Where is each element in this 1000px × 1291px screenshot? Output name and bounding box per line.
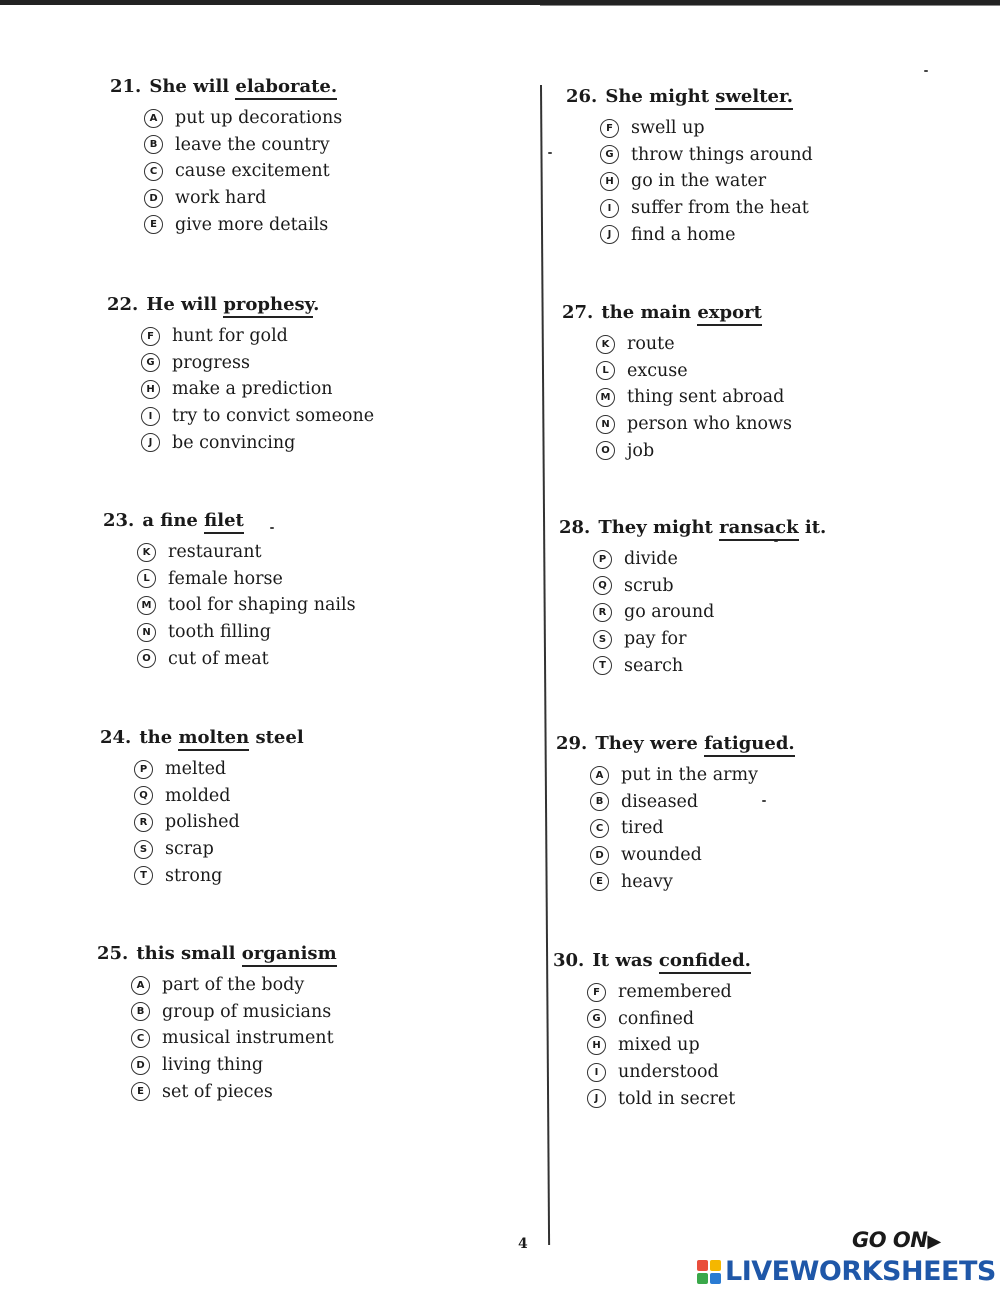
option-text: wounded [621,845,702,866]
answer-option[interactable] [590,815,976,842]
target-word: molten [178,727,249,751]
answer-bubble[interactable]: P [134,760,153,779]
question-23 [103,510,523,672]
answer-bubble[interactable]: G [600,145,619,164]
option-text: strong [165,865,223,886]
answer-option[interactable] [600,115,986,142]
question-prompt [562,302,982,323]
answer-options [556,762,976,895]
prompt-text: the [139,727,179,748]
answer-bubble[interactable]: I [587,1063,606,1082]
option-text: work hard [175,188,267,209]
answer-option[interactable] [134,783,520,810]
answer-bubble[interactable]: B [590,792,609,811]
answer-bubble[interactable]: T [593,656,612,675]
prompt-text: It was [592,950,659,971]
answer-bubble[interactable]: K [137,543,156,562]
answer-bubble[interactable]: B [131,1002,150,1021]
answer-option[interactable] [596,437,982,464]
answer-option[interactable] [134,756,520,783]
question-prompt [566,86,986,107]
answer-options [103,539,523,672]
answer-bubble[interactable]: D [144,189,163,208]
brand-square [710,1273,721,1284]
answer-option[interactable] [144,105,530,132]
question-24 [100,727,520,889]
option-text: excuse [627,360,688,381]
prompt-text: . [313,294,320,315]
answer-bubble[interactable]: D [590,846,609,865]
question-21 [110,76,530,238]
answer-options [559,546,979,679]
answer-option[interactable] [587,979,973,1006]
question-number: 22. [107,294,139,315]
answer-option[interactable] [596,384,982,411]
answer-bubble[interactable]: S [134,840,153,859]
answer-options [100,756,520,889]
answer-option[interactable] [593,626,979,653]
option-text: give more details [175,214,329,235]
answer-bubble[interactable]: S [593,630,612,649]
answer-bubble[interactable]: F [587,983,606,1002]
question-22 [107,294,527,456]
option-text: put in the army [621,765,759,786]
top-rule [0,0,1000,5]
option-text: remembered [618,982,732,1003]
scan-speck [924,70,928,72]
option-text: swell up [631,118,705,139]
answer-bubble[interactable]: J [587,1089,606,1108]
answer-option[interactable] [137,645,523,672]
question-28 [559,517,979,679]
target-word: ransack [719,517,798,541]
answer-option[interactable] [593,573,979,600]
option-text: confined [618,1008,695,1029]
answer-option[interactable] [131,972,517,999]
prompt-text: She will [149,76,236,97]
answer-bubble[interactable]: E [590,872,609,891]
question-number: 25. [97,943,129,964]
answer-option[interactable] [141,350,527,377]
liveworksheets-logo[interactable] [697,1256,996,1287]
question-number: 26. [566,86,598,107]
option-text: mixed up [618,1035,700,1056]
answer-bubble[interactable]: T [134,866,153,885]
answer-bubble[interactable]: O [137,649,156,668]
question-prompt [553,950,973,971]
option-text: set of pieces [162,1081,273,1102]
question-number: 29. [556,733,588,754]
answer-option[interactable] [590,842,976,869]
answer-bubble[interactable]: C [590,819,609,838]
option-text: living thing [162,1055,264,1076]
option-text: suffer from the heat [631,198,809,219]
option-text: restaurant [168,542,262,563]
prompt-text: it. [798,517,827,538]
answer-options [562,331,982,464]
answer-bubble[interactable]: C [144,162,163,181]
column-divider [540,85,550,1245]
go-on-label [852,1228,941,1252]
answer-option[interactable] [131,1025,517,1052]
option-text: tool for shaping nails [168,595,356,616]
answer-option[interactable] [600,168,986,195]
answer-bubble[interactable]: R [593,603,612,622]
brand-square [710,1260,721,1271]
answer-option[interactable] [134,862,520,889]
option-text: musical instrument [162,1028,334,1049]
answer-option[interactable] [137,539,523,566]
answer-bubble[interactable]: E [131,1082,150,1101]
target-word: elaborate. [235,76,337,100]
option-text: group of musicians [162,1001,332,1022]
answer-option[interactable] [137,619,523,646]
answer-bubble[interactable]: N [596,415,615,434]
answer-bubble[interactable]: E [144,215,163,234]
target-word: prophesy [223,294,313,318]
answer-option[interactable] [596,411,982,438]
brand-text: LIVEWORKSHEETS [725,1256,996,1287]
answer-bubble[interactable]: I [141,407,160,426]
option-text: part of the body [162,975,305,996]
option-text: make a prediction [172,379,333,400]
option-text: leave the country [175,134,330,155]
answer-option[interactable] [593,652,979,679]
question-prompt [110,76,530,97]
question-prompt [559,517,979,538]
option-text: heavy [621,871,673,892]
question-number: 24. [100,727,132,748]
answer-option[interactable] [131,1078,517,1105]
answer-bubble[interactable]: Q [134,786,153,805]
answer-option[interactable] [134,809,520,836]
prompt-text: this small [136,943,242,964]
option-text: pay for [624,629,687,650]
answer-bubble[interactable]: D [131,1056,150,1075]
question-number: 21. [110,76,142,97]
answer-bubble[interactable]: F [600,119,619,138]
option-text: search [624,655,684,676]
target-word: organism [242,943,337,967]
option-text: scrap [165,839,214,860]
answer-option[interactable] [587,1032,973,1059]
answer-bubble[interactable]: G [587,1009,606,1028]
answer-option[interactable] [144,132,530,159]
answer-option[interactable] [144,211,530,238]
answer-options [553,979,973,1112]
answer-option[interactable] [596,331,982,358]
answer-bubble[interactable]: Q [593,576,612,595]
option-text: cause excitement [175,161,330,182]
option-text: throw things around [631,144,813,165]
answer-bubble[interactable]: O [596,441,615,460]
option-text: go in the water [631,171,767,192]
question-prompt [100,727,520,748]
answer-option[interactable] [593,546,979,573]
answer-bubble[interactable]: H [587,1036,606,1055]
option-text: route [627,334,675,355]
answer-bubble[interactable]: L [137,569,156,588]
scan-speck [548,152,552,154]
option-text: cut of meat [168,648,269,669]
option-text: melted [165,759,227,780]
go-on-text: GO ON [852,1228,928,1252]
option-text: be convincing [172,432,296,453]
answer-option[interactable] [141,429,527,456]
option-text: put up decorations [175,108,343,129]
answer-bubble[interactable]: I [600,199,619,218]
option-text: tooth filling [168,622,271,643]
option-text: try to convict someone [172,406,375,427]
option-text: find a home [631,224,736,245]
option-text: scrub [624,575,674,596]
option-text: divide [624,549,678,570]
answer-option[interactable] [141,323,527,350]
answer-bubble[interactable]: J [141,433,160,452]
answer-bubble[interactable]: P [593,550,612,569]
prompt-text: They were [595,733,705,754]
answer-option[interactable] [590,762,976,789]
question-27 [562,302,982,464]
answer-option[interactable] [590,789,976,816]
prompt-text: steel [249,727,304,748]
answer-options [107,323,527,456]
option-text: understood [618,1062,719,1083]
question-number: 23. [103,510,135,531]
answer-option[interactable] [141,376,527,403]
question-30 [553,950,973,1112]
answer-option[interactable] [131,999,517,1026]
answer-option[interactable] [587,1085,973,1112]
option-text: told in secret [618,1088,736,1109]
option-text: tired [621,818,664,839]
option-text: hunt for gold [172,326,288,347]
option-text: diseased [621,791,699,812]
option-text: female horse [168,568,283,589]
option-text: molded [165,785,231,806]
answer-option[interactable] [600,195,986,222]
answer-bubble[interactable]: F [141,327,160,346]
answer-option[interactable] [131,1052,517,1079]
question-number: 27. [562,302,594,323]
answer-option[interactable] [596,358,982,385]
prompt-text: the main [601,302,698,323]
page-number: 4 [518,1236,528,1252]
answer-option[interactable] [600,142,986,169]
option-text: polished [165,812,240,833]
answer-bubble[interactable]: H [141,380,160,399]
question-29 [556,733,976,895]
target-word: filet [204,510,244,534]
answer-option[interactable] [590,868,976,895]
answer-options [566,115,986,248]
answer-option[interactable] [587,1006,973,1033]
answer-bubble[interactable]: N [137,623,156,642]
answer-bubble[interactable]: A [590,766,609,785]
brand-square [697,1260,708,1271]
answer-bubble[interactable]: H [600,172,619,191]
answer-option[interactable] [134,836,520,863]
option-text: go around [624,602,715,623]
answer-bubble[interactable]: M [137,596,156,615]
answer-bubble[interactable]: L [596,361,615,380]
answer-bubble[interactable]: G [141,353,160,372]
option-text: progress [172,352,250,373]
prompt-text: She might [605,86,716,107]
brand-grid-icon [697,1260,721,1284]
target-word: fatigued. [704,733,795,757]
answer-option[interactable] [593,599,979,626]
answer-bubble[interactable]: M [596,388,615,407]
answer-bubble[interactable]: J [600,225,619,244]
option-text: thing sent abroad [627,387,785,408]
question-prompt [97,943,517,964]
target-word: swelter. [715,86,793,110]
prompt-text: a fine [142,510,205,531]
prompt-text: They might [598,517,720,538]
answer-option[interactable] [144,158,530,185]
answer-bubble[interactable]: K [596,335,615,354]
question-number: 28. [559,517,591,538]
option-text: job [627,440,655,461]
answer-options [97,972,517,1105]
answer-option[interactable] [587,1059,973,1086]
question-number: 30. [553,950,585,971]
target-word: confided. [659,950,751,974]
answer-bubble[interactable]: B [144,135,163,154]
answer-bubble[interactable]: R [134,813,153,832]
question-prompt [556,733,976,754]
answer-bubble[interactable]: A [131,976,150,995]
target-word: export [697,302,762,326]
question-prompt [107,294,527,315]
answer-option[interactable] [141,403,527,430]
answer-options [110,105,530,238]
answer-option[interactable] [144,185,530,212]
play-arrow-icon: ▶ [927,1231,941,1252]
question-26 [566,86,986,248]
prompt-text: He will [146,294,224,315]
answer-option[interactable] [137,566,523,593]
option-text: person who knows [627,414,792,435]
answer-bubble[interactable]: A [144,109,163,128]
answer-option[interactable] [600,221,986,248]
answer-bubble[interactable]: C [131,1029,150,1048]
question-prompt [103,510,523,531]
question-25 [97,943,517,1105]
brand-square [697,1273,708,1284]
answer-option[interactable] [137,592,523,619]
